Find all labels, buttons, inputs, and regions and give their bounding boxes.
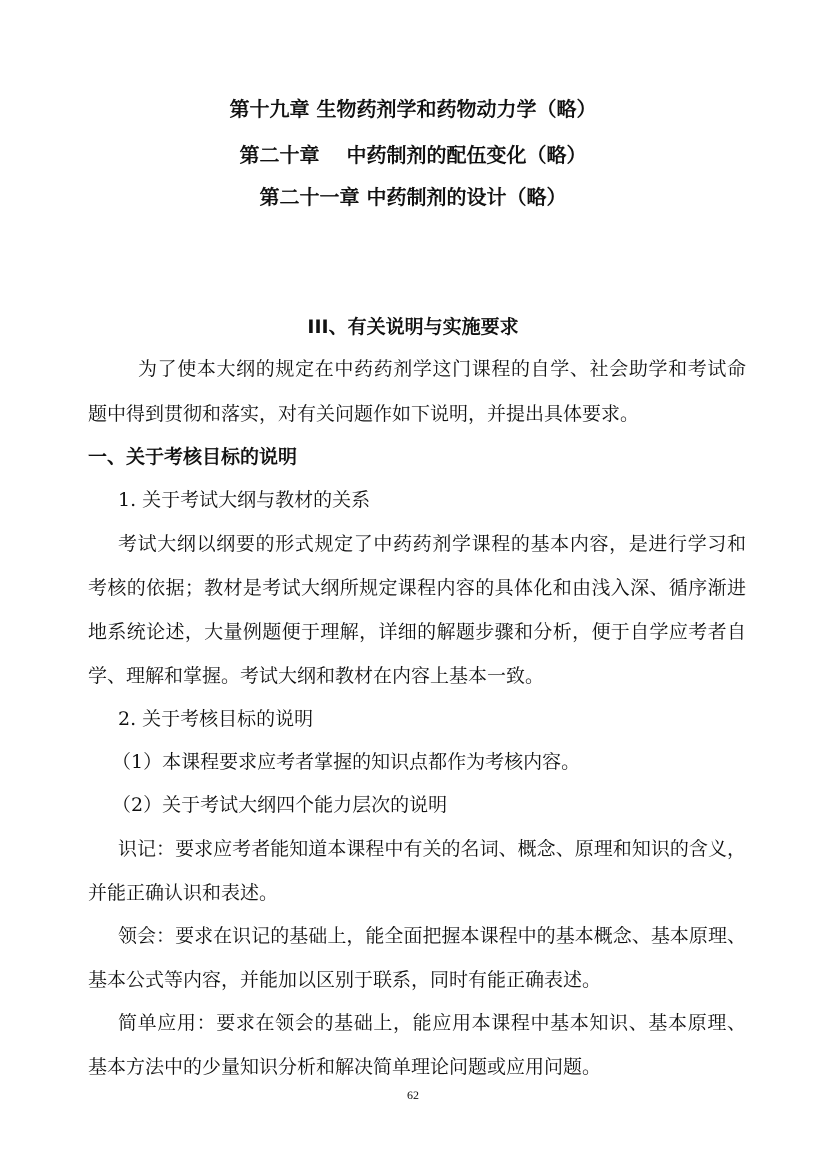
intro-line-2: 题中得到贯彻和落实，对有关问题作如下说明，并提出具体要求。 bbox=[88, 403, 640, 425]
item1-line-1: 考试大纲以纲要的形式规定了中药药剂学课程的基本内容，是进行学习和 bbox=[118, 533, 746, 555]
shiji-line-1: 识记：要求应考者能知道本课程中有关的名词、概念、原理和知识的含义， bbox=[118, 838, 746, 860]
page-number: 62 bbox=[407, 1088, 419, 1102]
chapter-21-title: 第二十一章 中药制剂的设计（略） bbox=[259, 185, 567, 209]
item1-line-3: 地系统论述，大量例题便于理解，详细的解题步骤和分析，便于自学应考者自 bbox=[88, 621, 746, 643]
item2-sub2: （2）关于考试大纲四个能力层次的说明 bbox=[112, 794, 448, 816]
linghui-line-2: 基本公式等内容，并能加以区别于联系，同时有能正确表述。 bbox=[88, 969, 602, 991]
item2-title: 2. 关于考核目标的说明 bbox=[118, 708, 314, 730]
item1-line-2: 考核的依据；教材是考试大纲所规定课程内容的具体化和由浅入深、循序渐进 bbox=[88, 577, 746, 599]
item2-sub1: （1）本课程要求应考者掌握的知识点都作为考核内容。 bbox=[112, 751, 581, 773]
chapter-19-title: 第十九章 生物药剂学和药物动力学（略） bbox=[229, 97, 597, 121]
intro-line-1: 为了使本大纲的规定在中药药剂学这门课程的自学、社会助学和考试命 bbox=[138, 358, 746, 380]
jiandan-line-2: 基本方法中的少量知识分析和解决简单理论问题或应用问题。 bbox=[88, 1056, 602, 1078]
linghui-line-1: 领会：要求在识记的基础上，能全面把握本课程中的基本概念、基本原理、 bbox=[118, 925, 746, 947]
item1-line-4: 学、理解和掌握。考试大纲和教材在内容上基本一致。 bbox=[88, 665, 545, 687]
chapter-20-title: 第二十章 中药制剂的配伍变化（略） bbox=[239, 143, 587, 167]
jiandan-line-1: 简单应用：要求在领会的基础上，能应用本课程中基本知识、基本原理、 bbox=[118, 1012, 746, 1034]
shiji-line-2: 并能正确认识和表述。 bbox=[88, 882, 279, 904]
heading-assessment-objectives: 一、关于考核目标的说明 bbox=[88, 446, 298, 468]
item1-title: 1. 关于考试大纲与教材的关系 bbox=[118, 489, 371, 511]
section-title: III、有关说明与实施要求 bbox=[307, 316, 519, 338]
